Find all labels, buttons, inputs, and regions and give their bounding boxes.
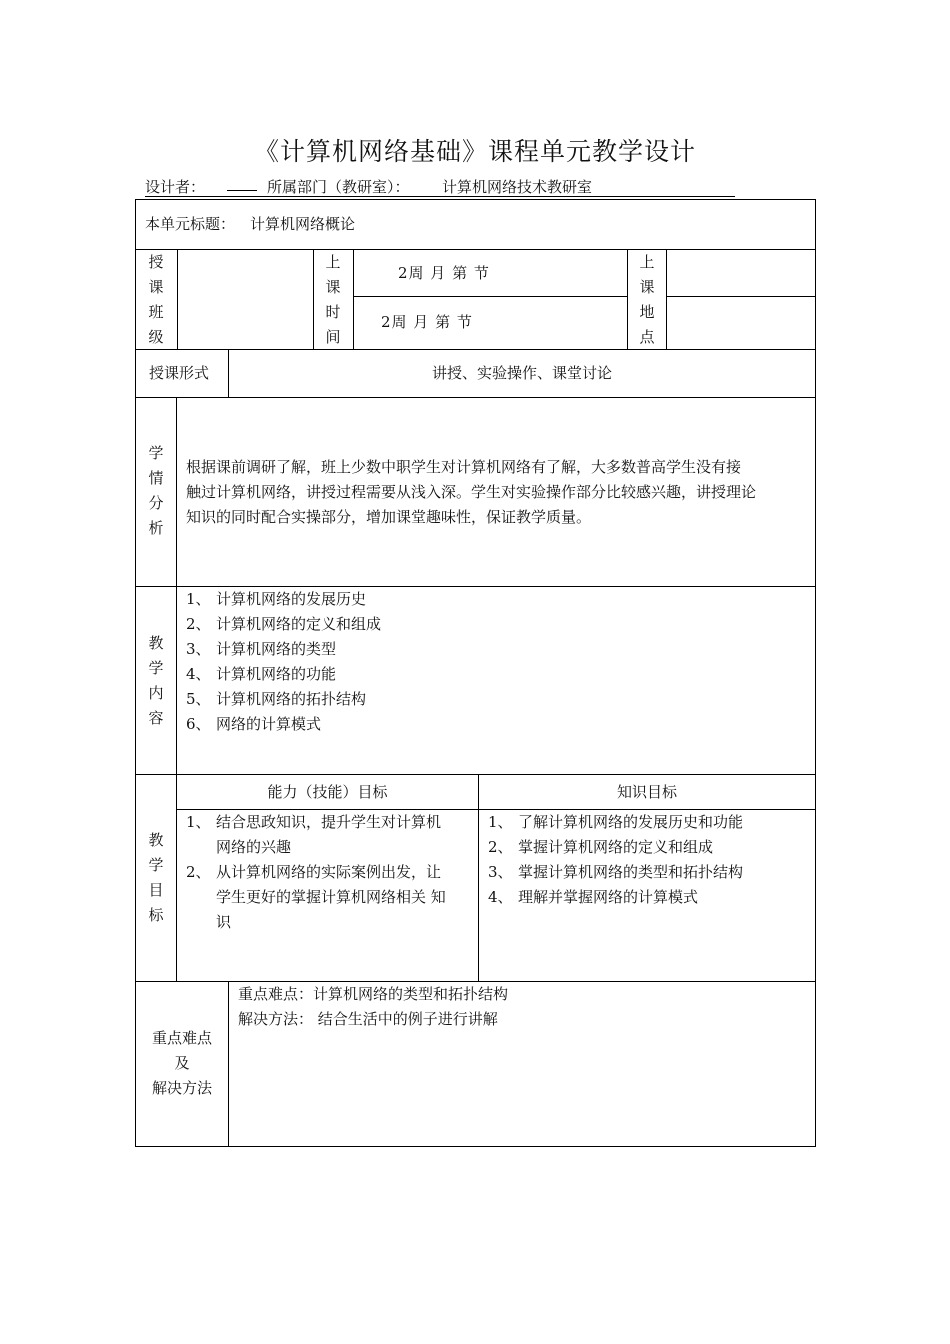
list-item: 1、 计算机网络的发展历史: [186, 590, 367, 608]
unit-title-label: 本单元标题：: [145, 215, 236, 233]
keypoints-key: 重点难点：计算机网络的类型和拓扑结构: [238, 985, 509, 1003]
list-item: 2、 从计算机网络的实际案例出发，让 学生更好的掌握计算机网络相关 知 识: [186, 863, 446, 931]
keypoints-label: 重点难点 及 解决方法: [151, 1029, 212, 1097]
ability-goal-list: [186, 810, 474, 935]
list-item: 6、 网络的计算模式: [186, 715, 322, 733]
time-row-1: 2周 月 第 节: [398, 264, 490, 282]
keypoints-method: 解决方法： 结合生活中的例子进行讲解: [238, 1010, 498, 1028]
class-label: 授 课 班 级: [148, 253, 164, 346]
form-value: 讲授、实验操作、课堂讨论: [431, 364, 612, 382]
analysis-line: 触过计算机网络，讲授过程需要从浅入深。学生对实验操作部分比较感兴趣，讲授理论: [186, 483, 757, 501]
analysis-line: 根据课前调研了解，班上少数中职学生对计算机网络有了解，大多数普高学生没有接: [186, 458, 742, 476]
goals-label: 教 学 目 标: [148, 831, 164, 924]
unit-title-value: 计算机网络概论: [250, 215, 356, 233]
list-item: 3、 掌握计算机网络的类型和拓扑结构: [488, 863, 744, 881]
place-label: 上 课 地 点: [639, 253, 655, 346]
list-item: 2、 计算机网络的定义和组成: [186, 615, 382, 633]
class-value-cell: [178, 250, 313, 349]
designer-dept-line: [145, 176, 735, 197]
content-label: 教 学 内 容: [148, 634, 164, 727]
form-label: 授课形式: [149, 364, 210, 382]
list-item: 4、 计算机网络的功能: [186, 665, 337, 683]
time-row-2: 2周 月 第 节: [381, 313, 473, 331]
time-label: 上 课 时 间: [325, 253, 341, 346]
list-item: 5、 计算机网络的拓扑结构: [186, 690, 367, 708]
analysis-label: 学 情 分 析: [148, 444, 164, 537]
content-list: [186, 587, 786, 737]
page-title: 《计算机网络基础》课程单元教学设计: [253, 137, 696, 166]
knowledge-goal-header: 知识目标: [616, 783, 677, 801]
list-item: 1、 了解计算机网络的发展历史和功能: [488, 813, 744, 831]
ability-goal-header: 能力（技能）目标: [267, 783, 388, 801]
designer-label: 设计者：: [145, 178, 206, 196]
list-item: 1、 结合思政知识，提升学生对计算机 网络的兴趣: [186, 813, 442, 856]
knowledge-goal-list: [488, 810, 808, 910]
list-item: 4、 理解并掌握网络的计算模式: [488, 888, 699, 906]
analysis-line: 知识的同时配合实操部分，增加课堂趣味性，保证教学质量。: [186, 508, 592, 526]
analysis-text: [186, 455, 811, 530]
list-item: 2、 掌握计算机网络的定义和组成: [488, 838, 714, 856]
dept-label: 所属部门（教研室）：: [267, 178, 410, 196]
dept-value: 计算机网络技术教研室: [442, 178, 593, 196]
list-item: 3、 计算机网络的类型: [186, 640, 337, 658]
